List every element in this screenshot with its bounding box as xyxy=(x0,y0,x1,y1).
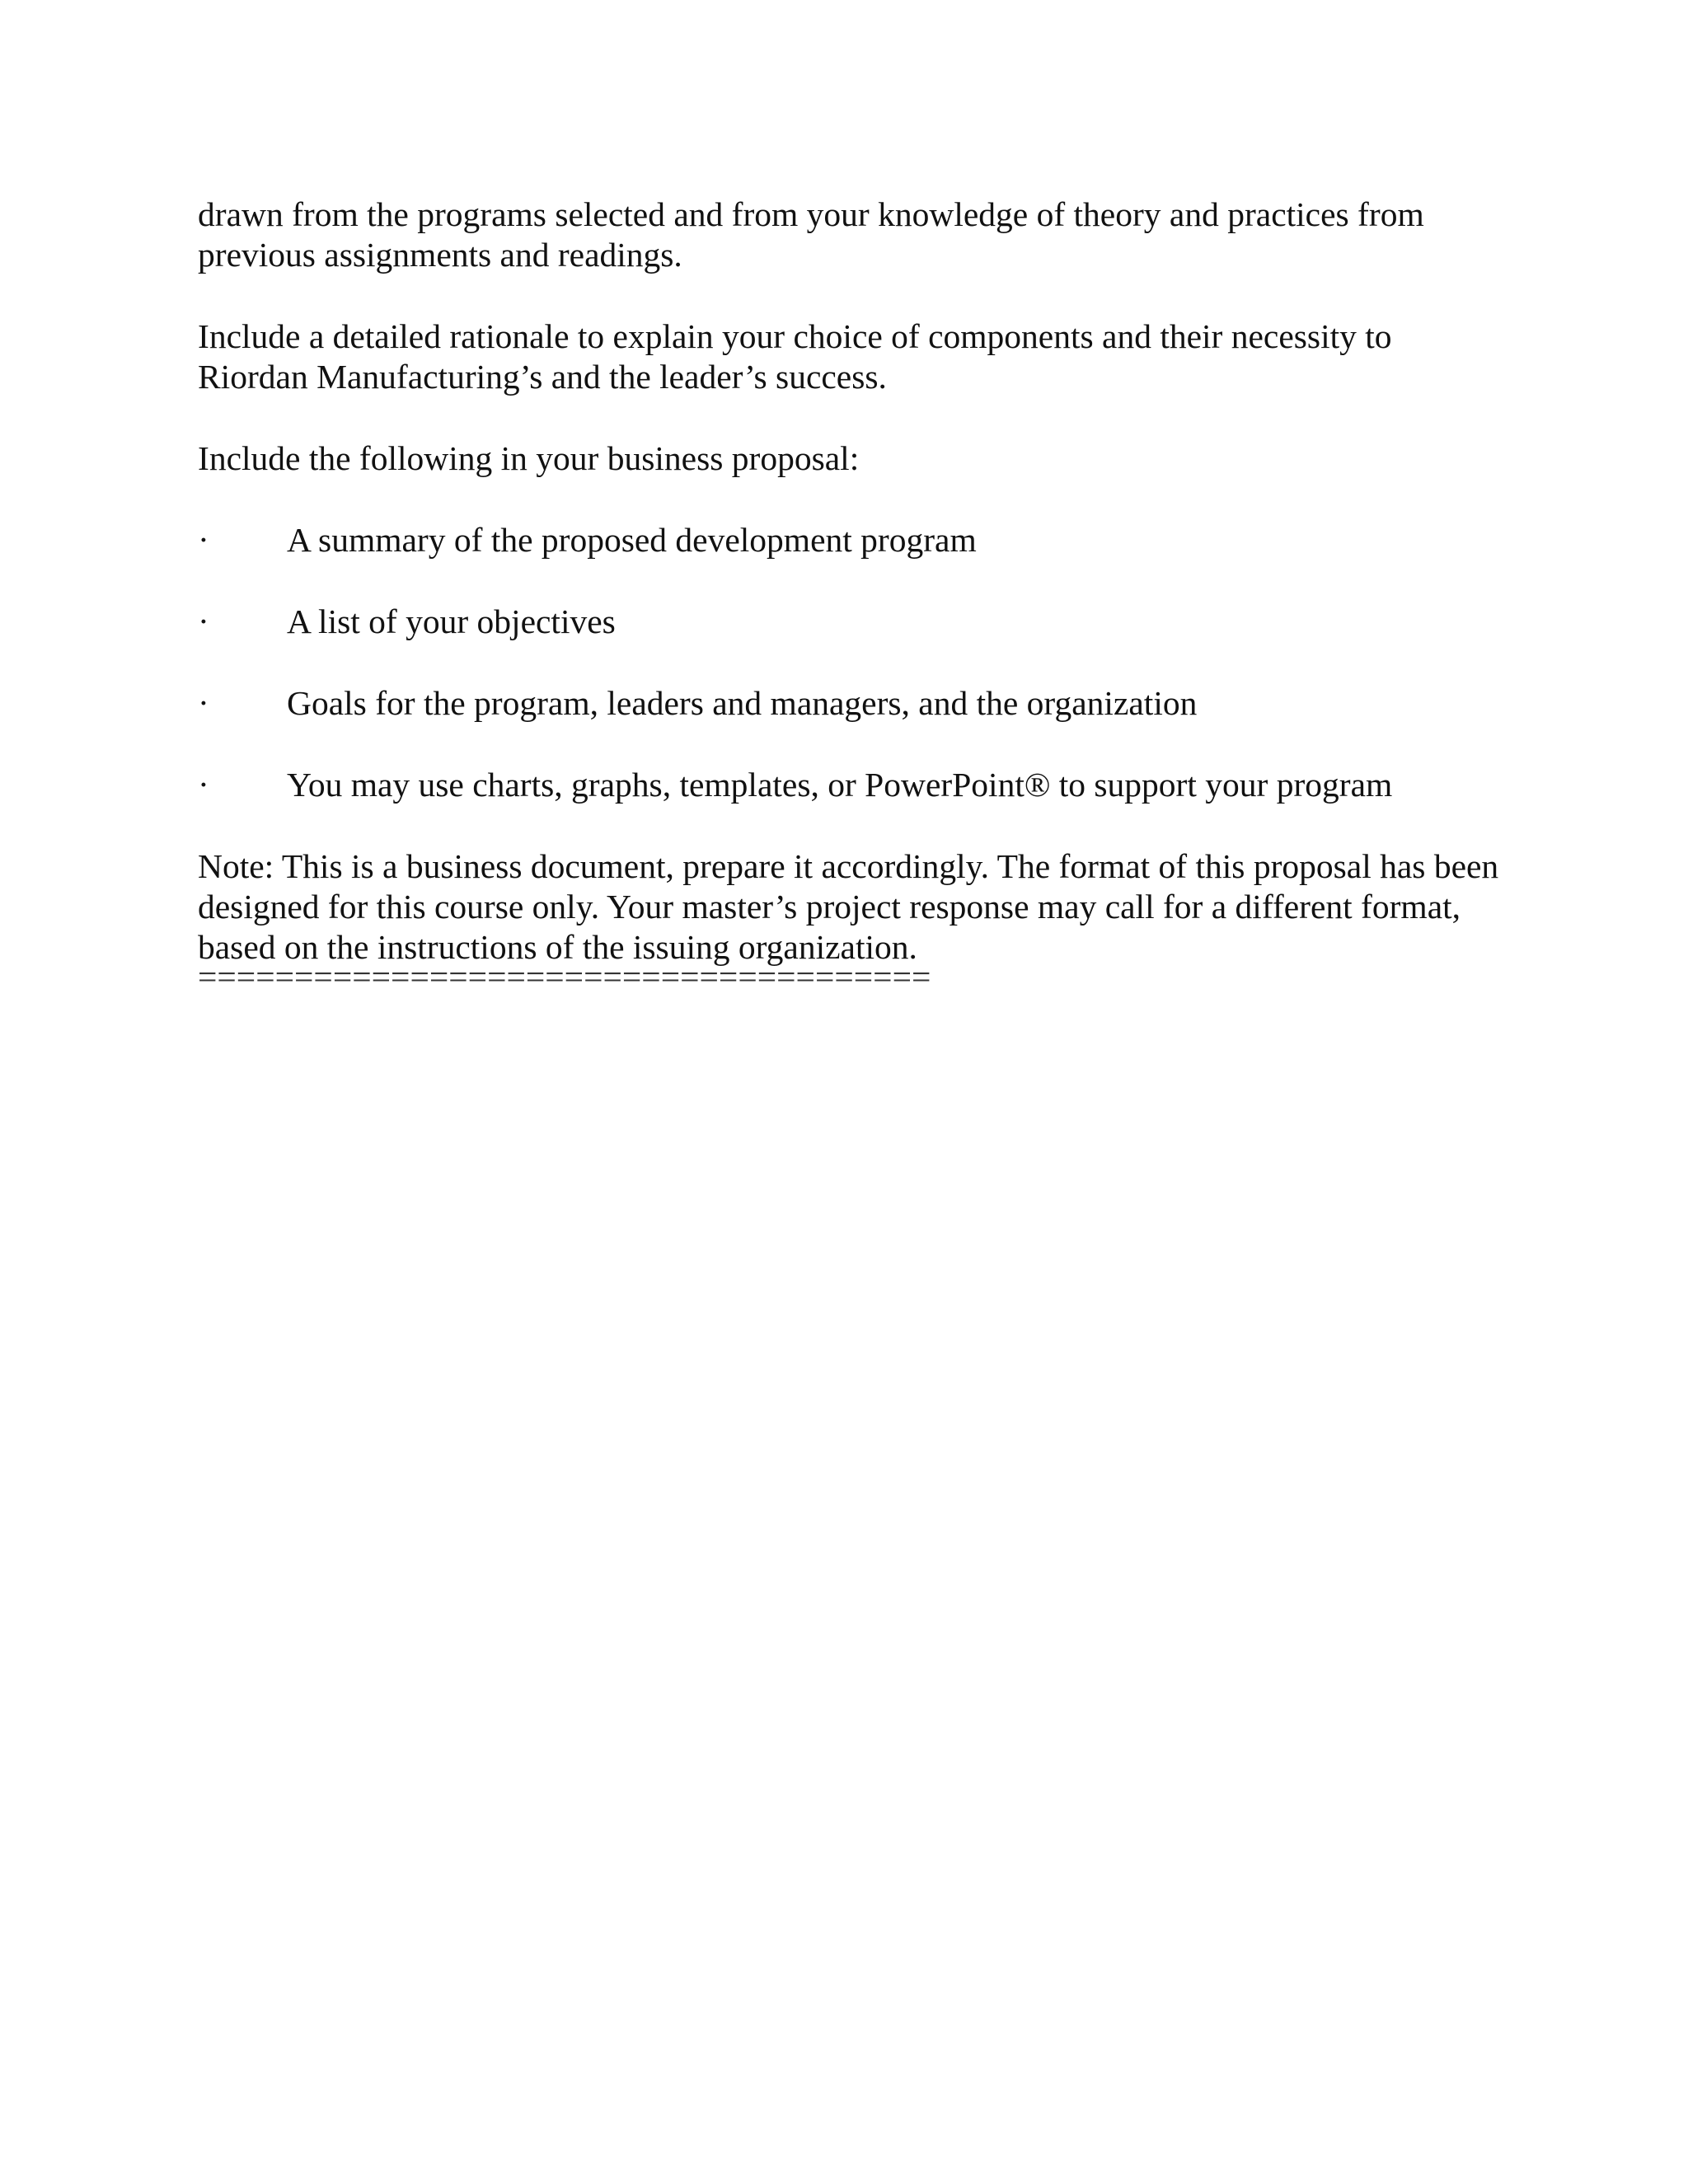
list-item xyxy=(198,683,1500,724)
list-item-text: A summary of the proposed development program xyxy=(287,521,977,559)
list-item-text: A list of your objectives xyxy=(287,602,616,640)
bullet-icon: · xyxy=(198,766,209,804)
bullet-icon: · xyxy=(198,521,209,559)
list-item xyxy=(198,765,1500,805)
bullet-icon: · xyxy=(198,684,209,722)
proposal-bullet-list xyxy=(198,520,1500,805)
list-item xyxy=(198,602,1500,642)
include-paragraph: Include the following in your business proposal: xyxy=(198,439,860,477)
rationale-paragraph: Include a detailed rationale to explain your choice of components and their necessity to Riordan Manufacturing’s and the leader’s success. xyxy=(198,317,1392,396)
list-item-text: Goals for the program, leaders and managers, and the organization xyxy=(287,684,1198,722)
list-item xyxy=(198,520,1500,560)
document-body xyxy=(198,194,1500,992)
list-item-text: You may use charts, graphs, templates, or PowerPoint® to support your program xyxy=(287,766,1393,804)
bullet-icon: · xyxy=(198,602,209,640)
note-paragraph: Note: This is a business document, prepare it accordingly. The format of this proposal has been designed for this course only. Your master’s project response may call for a different format, based on the instructions of the issuing organization. xyxy=(198,847,1499,966)
separator-line: ====================================== xyxy=(198,968,931,992)
intro-paragraph: drawn from the programs selected and from your knowledge of theory and practices from previous assignments and readings. xyxy=(198,195,1424,274)
